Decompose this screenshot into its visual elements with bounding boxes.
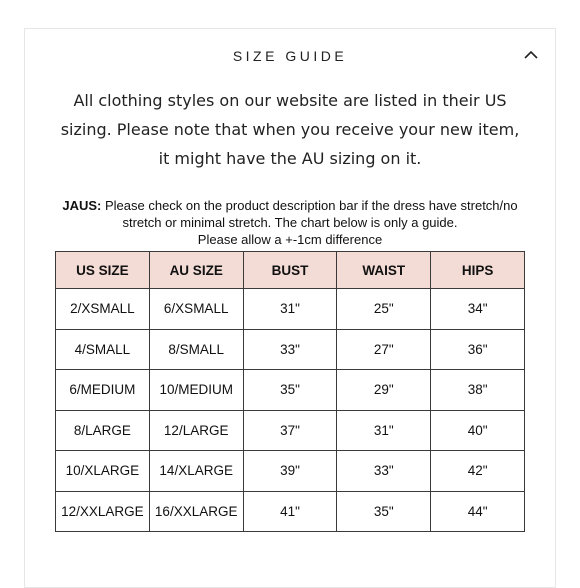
table-cell: 37" <box>243 410 337 451</box>
table-cell: 35" <box>243 370 337 411</box>
table-cell: 31" <box>337 410 431 451</box>
table-cell: 12/XXLARGE <box>56 491 150 532</box>
table-cell: 35" <box>337 491 431 532</box>
size-guide-header[interactable] <box>25 29 555 85</box>
intro-text: All clothing styles on our website are listed in their US sizing. Please note that when you receive your new item, it might have the AU sizing on it. <box>60 91 520 168</box>
table-cell: 33" <box>337 451 431 492</box>
fit-note <box>59 197 521 248</box>
table-cell: 36" <box>431 329 525 370</box>
table-cell: 34" <box>431 289 525 330</box>
table-cell: 10/MEDIUM <box>149 370 243 411</box>
table-cell: 33" <box>243 329 337 370</box>
table-cell: 40" <box>431 410 525 451</box>
table-cell: 41" <box>243 491 337 532</box>
table-cell: 14/XLARGE <box>149 451 243 492</box>
column-header: WAIST <box>337 252 431 289</box>
table-row <box>56 451 525 492</box>
table-cell: 16/XXLARGE <box>149 491 243 532</box>
table-cell: 8/LARGE <box>56 410 150 451</box>
table-cell: 27" <box>337 329 431 370</box>
size-chart-table <box>55 251 525 532</box>
chevron-up-icon[interactable] <box>521 45 541 65</box>
table-cell: 31" <box>243 289 337 330</box>
table-cell: 10/XLARGE <box>56 451 150 492</box>
table-cell: 8/SMALL <box>149 329 243 370</box>
table-cell: 29" <box>337 370 431 411</box>
table-cell: 2/XSMALL <box>56 289 150 330</box>
table-row <box>56 370 525 411</box>
size-guide-title: SIZE GUIDE <box>232 48 348 64</box>
note-allowance: Please allow a +-1cm difference <box>197 232 383 247</box>
size-guide-panel <box>24 28 556 588</box>
column-header: AU SIZE <box>149 252 243 289</box>
column-header: BUST <box>243 252 337 289</box>
table-row <box>56 491 525 532</box>
note-brand: JAUS: <box>62 198 102 213</box>
table-cell: 4/SMALL <box>56 329 150 370</box>
table-header-row <box>56 252 525 289</box>
column-header: US SIZE <box>56 252 150 289</box>
table-cell: 42" <box>431 451 525 492</box>
table-cell: 12/LARGE <box>149 410 243 451</box>
table-row <box>56 289 525 330</box>
table-cell: 38" <box>431 370 525 411</box>
table-cell: 6/XSMALL <box>149 289 243 330</box>
column-header: HIPS <box>431 252 525 289</box>
table-row <box>56 410 525 451</box>
table-row <box>56 329 525 370</box>
note-text: Please check on the product description bar if the dress have stretch/no stretch or minimal stretch. The chart below is only a guide. <box>101 198 518 230</box>
table-cell: 25" <box>337 289 431 330</box>
table-cell: 6/MEDIUM <box>56 370 150 411</box>
table-cell: 44" <box>431 491 525 532</box>
table-cell: 39" <box>243 451 337 492</box>
